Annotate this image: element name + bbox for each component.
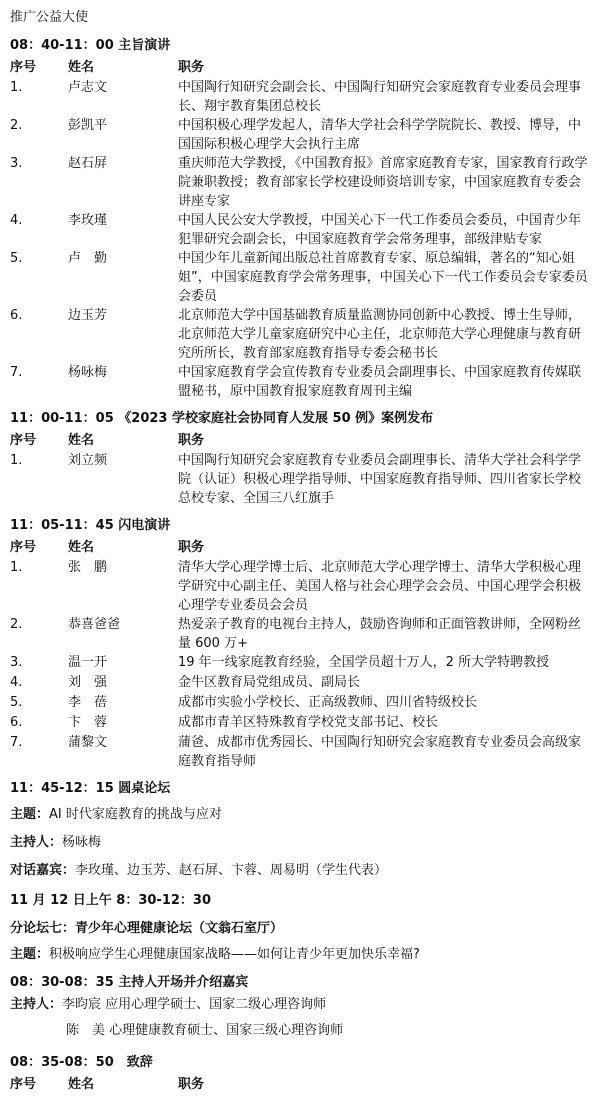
section-title-keynote: 08：40-11：00 主旨演讲 xyxy=(10,38,171,53)
table-row: 3. 赵石屏 重庆师范大学教授，《中国教育报》首席家庭教育专家，国家教育行政学院兼职教授；教育部家长学校建设师资培训专家，中国家庭教育专委会讲座专家 xyxy=(10,156,588,209)
intro-line: 推广公益大使 xyxy=(10,10,89,25)
table-header xyxy=(10,431,590,451)
table-row: 6. 边玉芳 北京师范大学中国基础教育质量监测协同创新中心教授、博士生导师，北京师范大学儿童家庭研究中心主任，北京师范大学心理健康与教育研究所所长，教育部家庭教育指导专委会秘书长 xyxy=(10,308,582,361)
forum-title: 分论坛七：青少年心理健康论坛（文翁石室厅） xyxy=(10,921,284,936)
table-header xyxy=(10,538,590,558)
host-line-1: 主持人：李昀宸 应用心理学硕士、国家二级心理咨询师 xyxy=(10,997,327,1012)
table-row: 2. 彭凯平 中国积极心理学发起人，清华大学社会科学学院院长、教授、博导，中国国际积极心理学大会执行主席 xyxy=(10,118,582,152)
table-row: 1. 张 鹏 清华大学心理学博士后、北京师范大学心理学博士、清华大学积极心理学研究中心副主任、美国人格与社会心理学会会员、中国心理学会积极心理学专业委员会会员 xyxy=(10,560,582,613)
host-line-2: 陈 美 心理健康教育硕士、国家三级心理咨询师 xyxy=(66,1023,344,1038)
roundtable-topic: 主题：AI 时代家庭教育的挑战与应对 xyxy=(10,807,222,822)
header-no: 序号 xyxy=(10,540,37,555)
header-role: 职务 xyxy=(178,60,205,75)
table-header xyxy=(10,58,590,78)
table-row: 2. 恭喜爸爸 热爱亲子教育的电视台主持人，鼓励咨询师和正面管教讲师，全网粉丝量 600 万+ xyxy=(10,617,582,651)
header-role: 职务 xyxy=(178,433,205,448)
table-row: 5. 李 蓓 成都市实验小学校长、正高级教师、四川省特级校长 xyxy=(10,695,478,710)
header-role: 职务 xyxy=(178,1077,205,1092)
header-no: 序号 xyxy=(10,60,37,75)
roundtable-guests: 对话嘉宾：李玫瑾、边玉芳、赵石屏、卞蓉、周易明（学生代表） xyxy=(10,863,388,878)
forum-topic: 主题：积极响应学生心理健康国家战略——如何让青少年更加快乐幸福? xyxy=(10,947,420,962)
header-name: 姓名 xyxy=(68,1077,95,1092)
table-row: 5. 卢 勤 中国少年儿童新闻出版总社首席教育专家、原总编辑，著名的“知心姐姐”，中国家庭教育学会常务理事，中国关心下一代工作委员会专家委员会委员 xyxy=(10,251,588,304)
table-row: 1. 卢志文 中国陶行知研究会副会长、中国陶行知研究会家庭教育专业委员会理事长、翔宇教育集团总校长 xyxy=(10,80,582,114)
header-role: 职务 xyxy=(178,540,205,555)
table-row: 4. 刘 强 金牛区教育局党组成员、副局长 xyxy=(10,675,361,690)
section-title-speech: 08：35-08：50 致辞 xyxy=(10,1055,153,1070)
table-row: 3. 温一开 19 年一线家庭教育经验，全国学员超十万人，2 所大学特聘教授 xyxy=(10,655,550,670)
section-title-host-opening: 08：30-08：35 主持人开场并介绍嘉宾 xyxy=(10,975,249,990)
table-row: 7. 杨咏梅 中国家庭教育学会宣传教育专业委员会副理事长、中国家庭教育传媒联盟秘书，原中国教育报家庭教育周刊主编 xyxy=(10,365,582,399)
table-row: 7. 蒲黎文 蒲爸、成都市优秀园长、中国陶行知研究会家庭教育专业委员会高级家庭教育指导师 xyxy=(10,735,582,769)
header-name: 姓名 xyxy=(68,60,95,75)
section-title-roundtable: 11：45-12：15 圆桌论坛 xyxy=(10,781,171,796)
day-date: 11 月 12 日上午 8：30-12：30 xyxy=(10,893,211,908)
section-title-case-release: 11：00-11：05 《2023 学校家庭社会协同育人发展 50 例》案例发布 xyxy=(10,411,434,426)
table-row: 6. 卞 蓉 成都市青羊区特殊教育学校党支部书记、校长 xyxy=(10,715,439,730)
roundtable-host: 主持人：杨咏梅 xyxy=(10,835,102,850)
table-header xyxy=(10,1075,590,1095)
header-name: 姓名 xyxy=(68,540,95,555)
header-name: 姓名 xyxy=(68,433,95,448)
section-title-lightning-talks: 11：05-11：45 闪电演讲 xyxy=(10,518,171,533)
table-row: 1. 刘立频 中国陶行知研究会家庭教育专业委员会副理事长、清华大学社会科学学院（认证）积极心理学指导师、中国家庭教育指导师、四川省家长学校总校专家、全国三八红旗手 xyxy=(10,453,582,506)
header-no: 序号 xyxy=(10,1077,37,1092)
table-row: 4. 李玫瑾 中国人民公安大学教授，中国关心下一代工作委员会委员，中国青少年犯罪研究会副会长，中国家庭教育学会常务理事，部级津贴专家 xyxy=(10,213,582,247)
header-no: 序号 xyxy=(10,433,37,448)
